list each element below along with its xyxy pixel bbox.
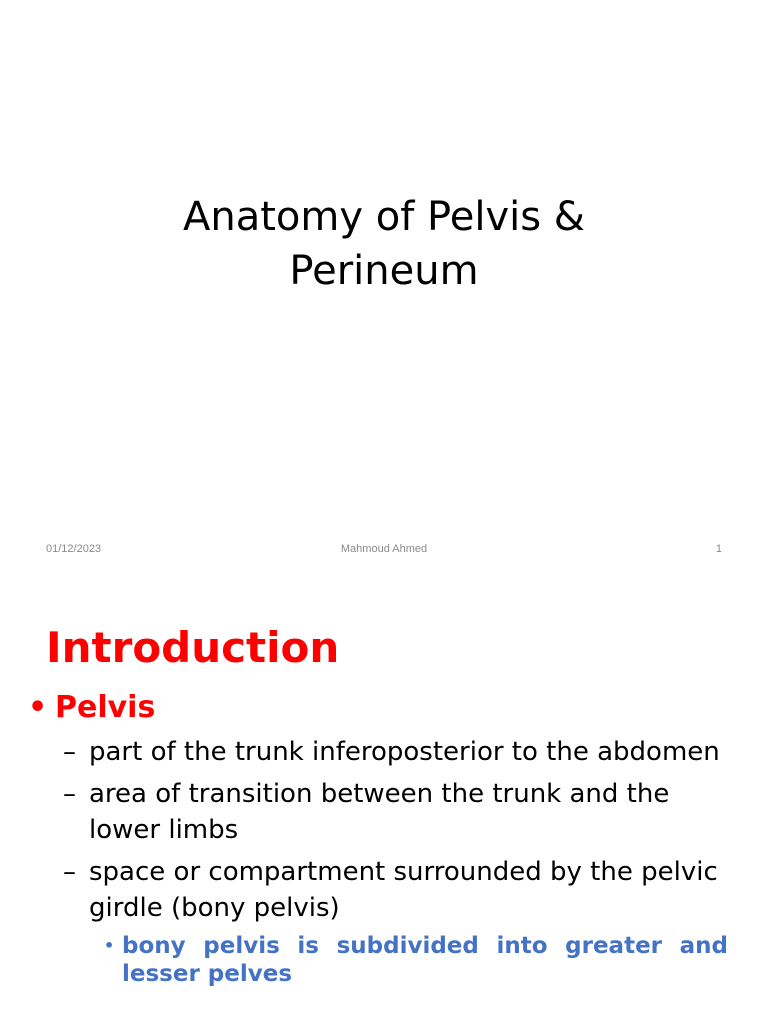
slide-title-line-1: Anatomy of Pelvis & <box>183 194 585 240</box>
dash-marker: – <box>63 737 76 767</box>
footer-author: Mahmoud Ahmed <box>340 543 428 555</box>
bullet-list <box>0 688 768 988</box>
dash-marker: – <box>63 779 76 809</box>
slide-title <box>60 190 708 298</box>
sub-bullet-text: part of the trunk inferoposterior to the abdomen <box>89 737 720 767</box>
sub-bullet-item <box>0 854 768 926</box>
sub-bullet-text: area of transition between the trunk and the lower limbs <box>89 779 670 845</box>
bullet-label: Pelvis <box>55 690 156 725</box>
dash-marker: – <box>63 857 76 887</box>
content-slide <box>0 576 768 1024</box>
sub-sub-bullet-item <box>0 932 768 988</box>
footer-page-number: 1 <box>715 543 722 555</box>
slide-title-line-2: Perineum <box>289 248 479 294</box>
sub-sub-bullet-text: bony pelvis is subdivided into greater and lesser pelves <box>122 933 728 987</box>
footer-date: 01/12/2023 <box>46 543 102 555</box>
bullet-marker: • <box>28 690 48 725</box>
sub-bullet-item <box>0 776 768 848</box>
sub-bullet-item <box>0 734 768 770</box>
sub-bullet-text: space or compartment surrounded by the pelvic girdle (bony pelvis) <box>89 857 718 923</box>
bullet-item-pelvis <box>0 688 768 728</box>
slide-heading: Introduction <box>46 623 340 672</box>
bullet-marker-small: • <box>104 936 115 955</box>
